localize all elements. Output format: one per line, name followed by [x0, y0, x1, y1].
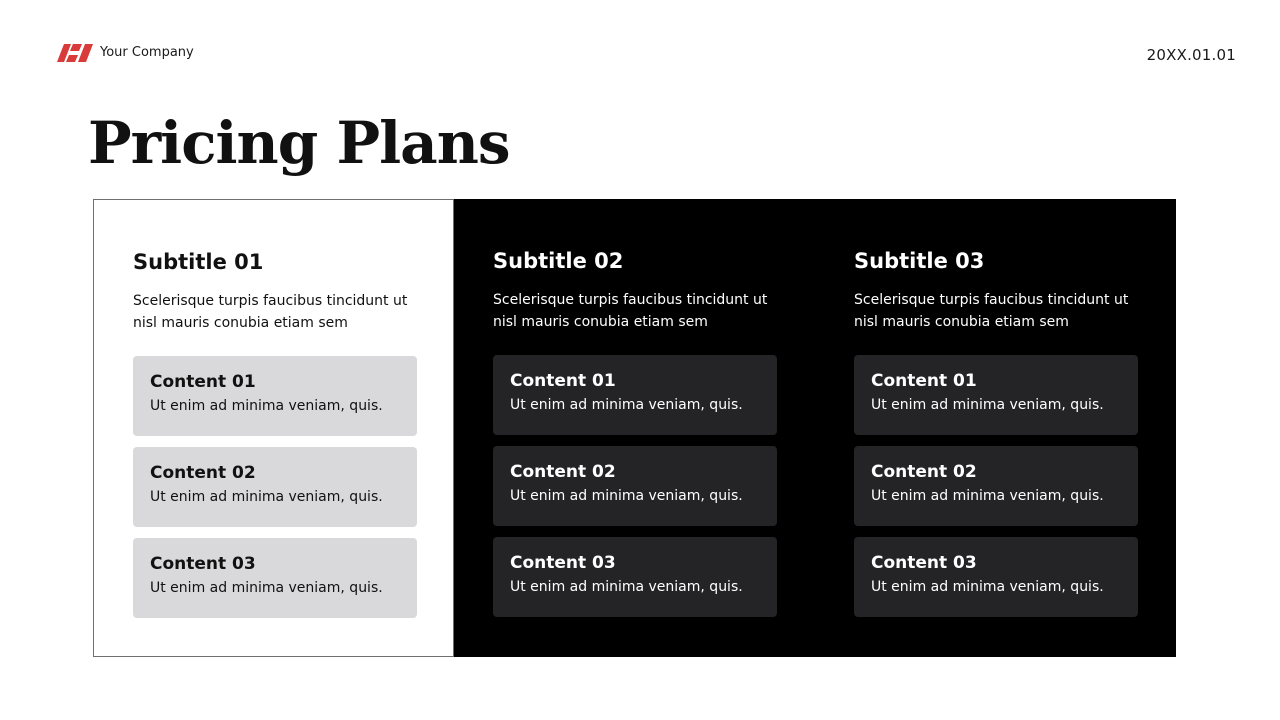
feature-text: Ut enim ad minima veniam, quis. [871, 579, 1104, 595]
plan-subtitle: Subtitle 02 [493, 249, 624, 273]
feature-list [854, 355, 1176, 617]
feature-title: Content 02 [510, 462, 616, 482]
feature-item [133, 447, 417, 527]
feature-text: Ut enim ad minima veniam, quis. [150, 580, 383, 596]
feature-title: Content 01 [510, 371, 616, 391]
feature-title: Content 01 [150, 372, 256, 392]
feature-text: Ut enim ad minima veniam, quis. [871, 488, 1104, 504]
plan-card-02 [454, 199, 815, 657]
feature-item [133, 356, 417, 436]
feature-item [133, 538, 417, 618]
feature-title: Content 03 [871, 553, 977, 573]
feature-text: Ut enim ad minima veniam, quis. [150, 398, 383, 414]
plan-card-01 [93, 199, 454, 657]
stripes-logo-icon [57, 43, 93, 63]
feature-item [493, 537, 777, 617]
slide-date: 20XX.01.01 [1146, 46, 1236, 64]
feature-item [854, 355, 1138, 435]
plan-subtitle: Subtitle 03 [854, 249, 985, 273]
feature-item [493, 446, 777, 526]
plan-description: Scelerisque turpis faucibus tincidunt ut nisl mauris conubia etiam sem [493, 292, 768, 330]
feature-item [854, 446, 1138, 526]
feature-item [854, 537, 1138, 617]
feature-text: Ut enim ad minima veniam, quis. [871, 397, 1104, 413]
plan-description: Scelerisque turpis faucibus tincidunt ut nisl mauris conubia etiam sem [133, 293, 408, 331]
plan-card-03 [815, 199, 1176, 657]
feature-title: Content 02 [150, 463, 256, 483]
page-title: Pricing Plans [88, 109, 510, 177]
feature-text: Ut enim ad minima veniam, quis. [510, 488, 743, 504]
feature-text: Ut enim ad minima veniam, quis. [510, 397, 743, 413]
feature-title: Content 03 [510, 553, 616, 573]
feature-list [133, 356, 453, 618]
company-name: Your Company [100, 45, 194, 60]
feature-title: Content 01 [871, 371, 977, 391]
feature-title: Content 02 [871, 462, 977, 482]
plan-description: Scelerisque turpis faucibus tincidunt ut nisl mauris conubia etiam sem [854, 292, 1129, 330]
feature-text: Ut enim ad minima veniam, quis. [150, 489, 383, 505]
feature-item [493, 355, 777, 435]
feature-title: Content 03 [150, 554, 256, 574]
pricing-plans [93, 199, 1176, 657]
plan-subtitle: Subtitle 01 [133, 250, 264, 274]
feature-list [493, 355, 815, 617]
feature-text: Ut enim ad minima veniam, quis. [510, 579, 743, 595]
